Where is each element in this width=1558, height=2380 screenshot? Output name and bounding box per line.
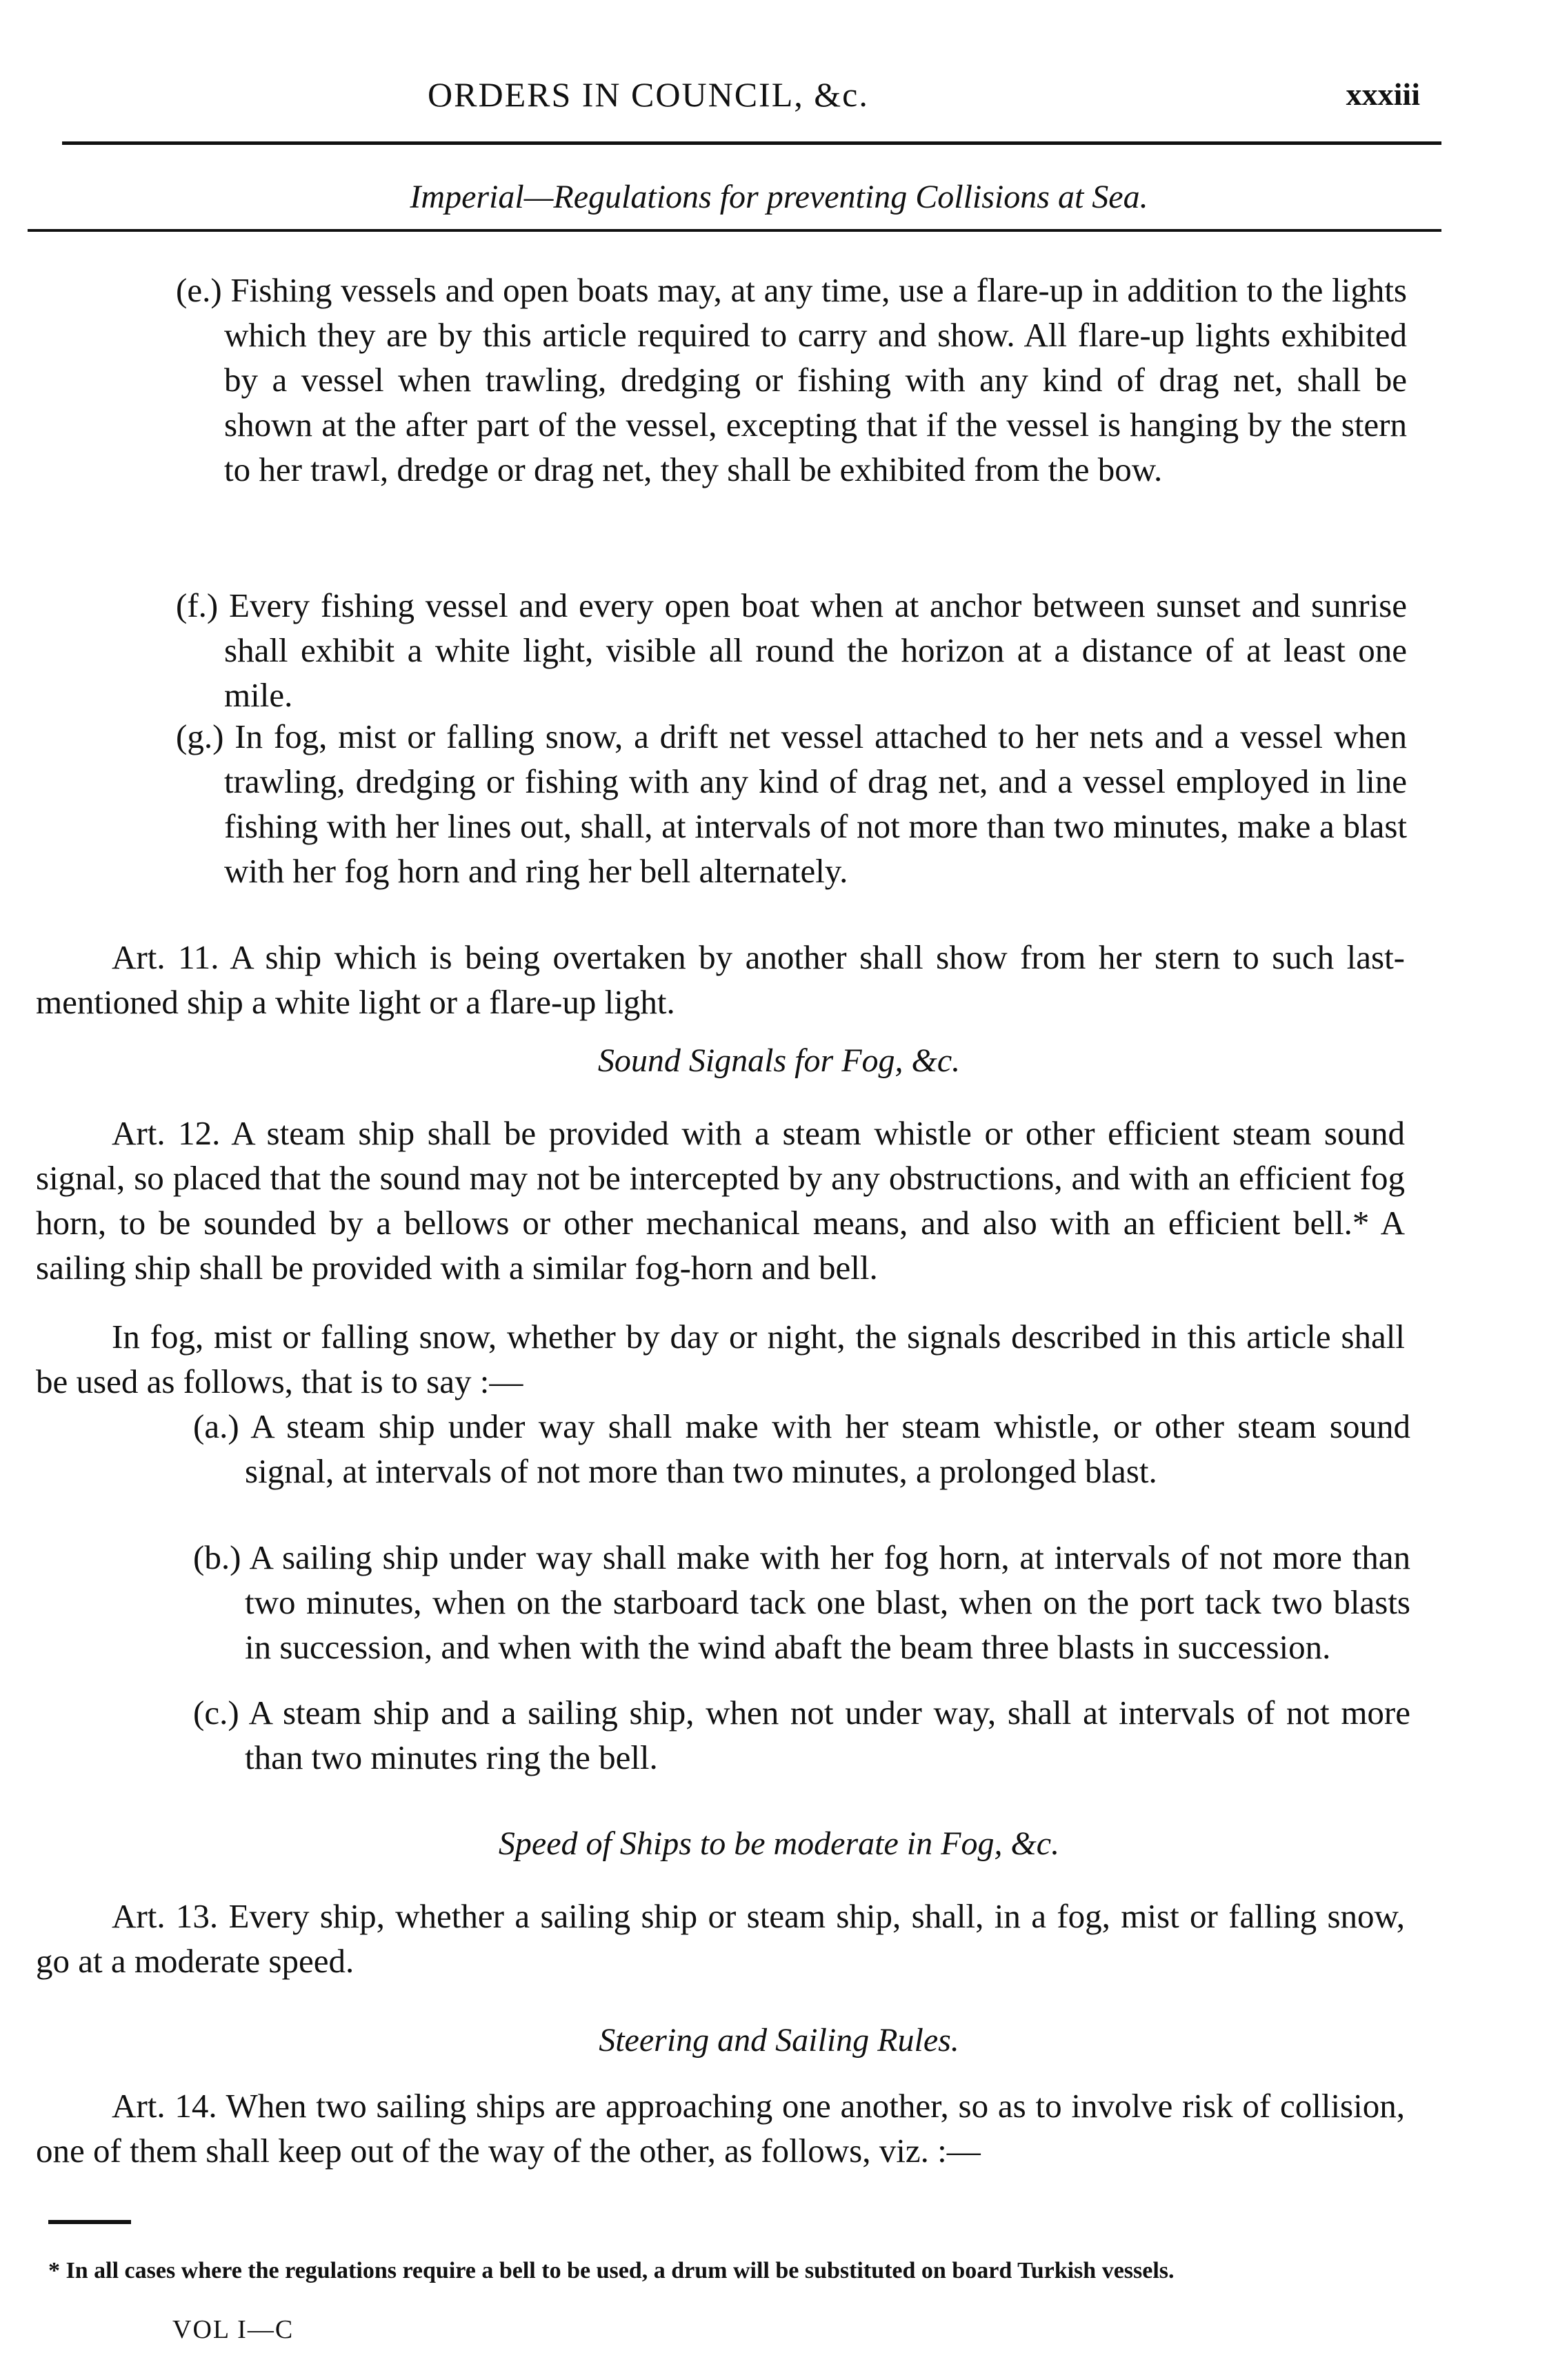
clause-b: (b.) A sailing ship under way shall make with her fog horn, at intervals of not more than two minutes, when on the starboard tack one blast, when on the port tack two blasts in succession, and when with the wind abaft the beam three blasts in succession.	[193, 1538, 1410, 1666]
heading-sound-signals: Sound Signals for Fog, &c.	[597, 1042, 961, 1079]
clause-c: (c.) A steam ship and a sailing ship, when not under way, shall at intervals of not more than two minutes ring the bell.	[193, 1694, 1410, 1776]
paragraph-e: (e.) Fishing vessels and open boats may, at any time, use a flare-up in addition to the lights which they are by this article required to carry and show. All flare-up lights exhibited by a vessel when trawling, dredging or fishing with any kind of drag net, shall be shown at the after part of the vessel, excepting that if the vessel is hanging by the stern to her trawl, dredge or drag net, they shall be exhibited from the bow.	[176, 271, 1407, 488]
clause-a: (a.) A steam ship under way shall make with her steam whistle, or other steam sound signal, at intervals of not more than two minutes, a prolonged blast.	[193, 1407, 1410, 1490]
article-11: Art. 11. A ship which is being overtaken by another shall show from her stern to such last-mentioned ship a white light or a flare-up light.	[36, 938, 1405, 1021]
header-rule-bottom	[28, 229, 1441, 232]
article-13: Art. 13. Every ship, whether a sailing ship or steam ship, shall, in a fog, mist or falling snow, go at a moderate speed.	[36, 1897, 1405, 1980]
heading-speed: Speed of Ships to be moderate in Fog, &c.	[498, 1825, 1060, 1862]
article-14: Art. 14. When two sailing ships are approaching one another, so as to involve risk of collision, one of them shall keep out of the way of the other, as follows, viz. :—	[36, 2087, 1405, 2170]
article-12: Art. 12. A steam ship shall be provided with a steam whistle or other efficient steam sound signal, so placed that the sound may not be intercepted by any obstructions, and with an efficient fog horn, to be sounded by a bellows or other mechanical means, and also with an efficient bell.* A sailing ship shall be provided with a similar fog-horn and bell.	[36, 1114, 1405, 1287]
header-rule-top	[62, 141, 1441, 145]
running-head	[0, 75, 1558, 123]
page-number: xxxiii	[1346, 77, 1420, 112]
footnote: * In all cases where the regulations require a bell to be used, a drum will be substituted on board Turkish vessels.	[48, 2258, 1175, 2283]
footnote-rule	[48, 2220, 131, 2224]
paragraph-g: (g.) In fog, mist or falling snow, a drift net vessel attached to her nets and a vessel when trawling, dredging or fishing with any kind of drag net, and a vessel employed in line fishing with her lines out, shall, at intervals of not more than two minutes, make a blast with her fog horn and ring her bell alternately.	[176, 717, 1407, 890]
paragraph-f: (f.) Every fishing vessel and every open boat when at anchor between sunset and sunrise shall exhibit a white light, visible all round the horizon at a distance of at least one mile.	[176, 586, 1407, 714]
running-title: ORDERS IN COUNCIL, &c.	[428, 75, 869, 114]
heading-steering: Steering and Sailing Rules.	[599, 2022, 959, 2059]
page-subtitle: Imperial—Regulations for preventing Collisions at Sea.	[410, 179, 1148, 215]
volume-signature: VOL I—C	[172, 2315, 294, 2344]
article-12-intro: In fog, mist or falling snow, whether by day or night, the signals described in this article shall be used as follows, that is to say :—	[36, 1318, 1405, 1400]
